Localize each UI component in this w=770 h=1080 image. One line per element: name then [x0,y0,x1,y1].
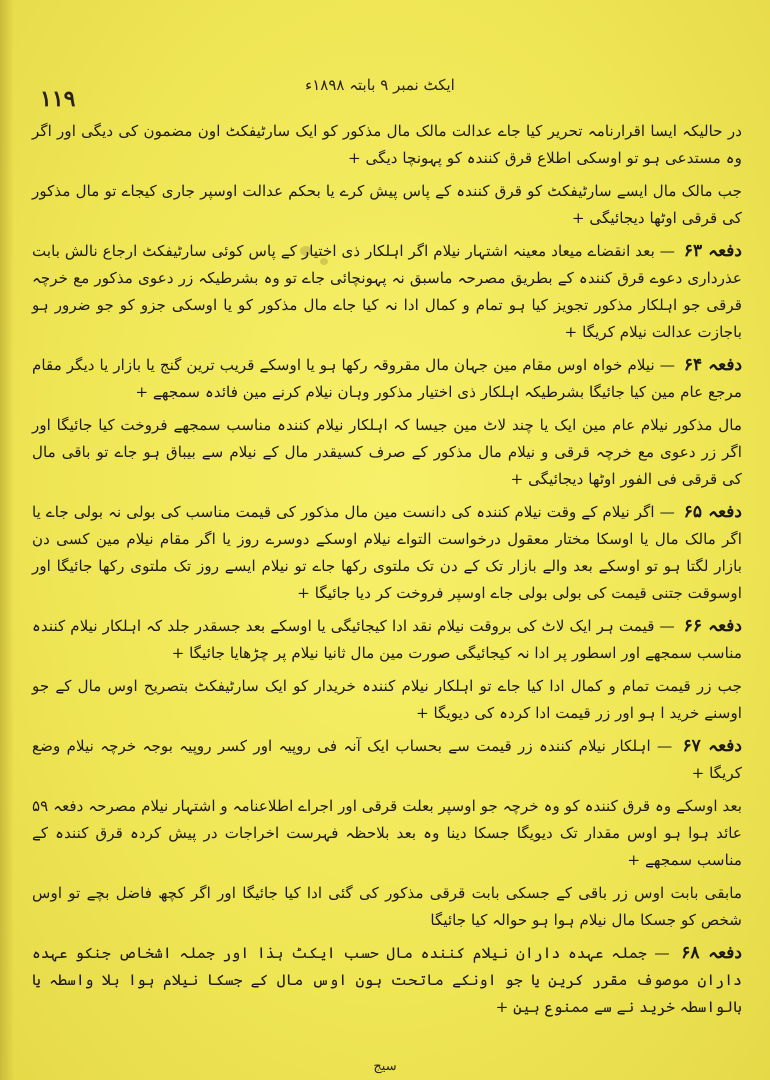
paragraph [32,178,742,232]
paragraph-text: در حالیکہ ایسا اقرارنامہ تحریر کیا جاے عدالت مالک مال مذکور کو ایک سارٹیفکٹ اون مضمون کی دیگی اور اگر وہ مستدعی ہو تو اوسکی اطلاع قرق کنندہ کو پہونچا دیگی + [32,122,742,167]
paragraph [32,118,742,172]
paragraph-text: مال مذکور نیلام عام مین ایک یا چند لاٹ مین جیسا کہ اہلکار نیلام کنندہ مناسب سمجھے فروخت کیا جائیگا اور اگر زر دعوی مع خرچہ قرقی و نیلام مال مذکور کے صرف کسیقدر مال کے نیلام سے بیباق ہو جاے تو باقی مال کی قرقی فی الفور اوٹھا دیجائیگی + [32,416,742,488]
running-head: ایکٹ نمبر ۹ بابتہ ۱۸۹۸ء [305,76,455,94]
paragraph-text: قیمت ہر ایک لاٹ کی بروقت نیلام نقد ادا کیجائیگی یا اوسکے بعد جسقدر جلد کہ اہلکار نیلام کنندہ مناسب سمجھے اور اسطور پر ادا نہ کیجائیگی صورت مین مال ثانیا نیلام پر چڑھایا جائیگا + [32,617,742,662]
section-paragraph: دفعہ ۶۵ — اگر نیلام کے وقت نیلام کنندہ کی دانست مین مال مذکور کی قیمت مناسب کی بولی نہ بولی جاے یا اگر مالک مال یا اوسکا مختار معقول درخواست التواے نیلام اوسکے دوسرے روز یا اگر مقام نیلام مین کسی دن بازار لگتا ہو تو اوسکے بعد والے بازار تک کے دن تک ملتوی رکھا جاے تو نیلام ایسے روز تک ملتوی رکھا جائیگا اور اوسوقت جتنی قیمت کی بولی بولی جاے اوسپر فروخت کر دیا جائیگا + [32,502,743,602]
paragraph-text: جب مالک مال ایسے سارٹیفکٹ کو قرق کنندہ کے پاس پیش کرے یا بحکم عدالت اوسپر جاری کیجاے تو مال مذکور کی قرقی اوٹھا دیجائیگی + [32,182,742,227]
paragraph [32,412,742,493]
paragraph [32,880,742,934]
section-label: دفعہ ۶۵ [683,502,743,522]
paragraph-text: جملہ عہدہ داران نیلام کنندہ مال حسب ایکٹ ہذا اور جملہ اشخاص جنکو عہدہ داران موصوف مقرر کرین یا جو اونکے ماتحت ہون اوس مال کے جسکا نیلام ہوا بلا واسطہ یا بالواسطہ خرید نے سے ممنوع ہین + [32,944,742,1016]
section-label: دفعہ ۶۷ [682,736,743,756]
section-paragraph: دفعہ ۶۸ — جملہ عہدہ داران نیلام کنندہ مال حسب ایکٹ ہذا اور جملہ اشخاص جنکو عہدہ داران موصوف مقرر کرین یا جو اونکے ماتحت ہون اوس مال کے جسکا نیلام ہوا بلا واسطہ یا بالواسطہ خرید نے سے ممنوع ہین + [32,943,742,1016]
paragraph [32,793,742,874]
paragraph-text: اہلکار نیلام کنندہ زر قیمت سے بحساب ایک آنہ فی روپیہ اور کسر روپیہ بوجہ خرچہ نیلام وضع کریگا + [32,737,742,782]
section-label: دفعہ ۶۳ [683,241,742,261]
section-label: دفعہ ۶۴ [683,355,743,375]
section-paragraph: دفعہ ۶۴ — نیلام خواہ اوس مقام مین جہان مال مقروقہ رکھا ہو یا اوسکے قریب ترین گنج یا بازار یا دیگر مقام مرجع عام مین کیا جائیگا بشرطیکہ اہلکار ذی اختیار مذکور وہان نیلام کرنے مین فائدہ سمجھے + [32,355,743,401]
paragraph-text: جب زر قیمت تمام و کمال ادا کیا جاے تو اہلکار نیلام کنندہ خریدار کو ایک سارٹیفکٹ بتصریح اوس مال کے جو اوسنے خرید ا ہو اور زر قیمت ادا کردہ کی دیویگا + [32,677,742,722]
paragraph-text: مابقی بابت اوس زر باقی کے جسکی بابت قرقی مذکور کی گئی ادا کیا جائیگا اور اگر کچھ فاضل بچے تو اوس شخص کو جسکا مال نیلام ہوا ہو حوالہ کیا جائیگا [32,884,742,929]
paragraph-text: نیلام خواہ اوس مقام مین جہان مال مقروقہ رکھا ہو یا اوسکے قریب ترین گنج یا بازار یا دیگر مقام مرجع عام مین کیا جائیگا بشرطیکہ اہلکار ذی اختیار مذکور وہان نیلام کرنے مین فائدہ سمجھے + [32,356,742,401]
section-paragraph: دفعہ ۶۷ — اہلکار نیلام کنندہ زر قیمت سے بحساب ایک آنہ فی روپیہ اور کسر روپیہ بوجہ خرچہ نیلام وضع کریگا + [32,736,743,782]
paragraph-text: بعد اوسکے وہ قرق کنندہ کو وہ خرچہ جو اوسپر بعلت قرقی اور اجراے اطلاعنامہ و اشتہار نیلام مصرحہ دفعہ ۵۹ عائد ہوا ہو اوس مقدار تک دیویگا جسکا دینا وہ بعد بلاحظہ فہرست اخراجات در پیش کردہ قرق کنندہ کے مناسب سمجھے + [32,797,742,869]
paragraph-text: بعد انقضاے میعاد معینہ اشتہار نیلام اگر اہلکار ذی اختیار کے پاس کوئی سارٹیفکٹ ارجاع نالش بابت عذرداری دعوے قرق کنندہ کے بطریق مصرحہ ماسبق نہ پہونچائی جاے تو وہ بشرطیکہ زر دعوی مذکور مع خرچہ قرقی جو اہلکار مذکور تجویز کیا ہو تمام و کمال ادا نہ کیا جاے مال مذکور کو یا اوسکی جزو کو جو ضرور ہو باجازت عدالت نیلام کریگا + [32,242,742,341]
binding-shadow [0,0,14,1080]
page-body [32,118,742,1027]
section-paragraph: دفعہ ۶۳ — بعد انقضاے میعاد معینہ اشتہار نیلام اگر اہلکار ذی اختیار کے پاس کوئی سارٹیفکٹ ارجاع نالش بابت عذرداری دعوے قرق کنندہ کے بطریق مصرحہ ماسبق نہ پہونچائی جاے تو وہ بشرطیکہ زر دعوی مذکور مع خرچہ قرقی جو اہلکار مذکور تجویز کیا ہو تمام و کمال ادا نہ کیا جاے مال مذکور کو یا اوسکی جزو کو جو ضرور ہو باجازت عدالت نیلام کریگا + [32,241,742,341]
section-label: دفعہ ۶۶ [683,616,743,636]
catchword: سیج [373,1059,397,1074]
section-label: دفعہ ۶۸ [681,943,742,963]
paragraph-text: اگر نیلام کے وقت نیلام کنندہ کی دانست مین مال مذکور کی قیمت مناسب کی بولی نہ بولی جاے یا اگر مالک مال یا اوسکا مختار معقول درخواست التواے نیلام اوسکے دوسرے روز یا اگر مقام نیلام مین کسی دن بازار لگتا ہو تو اوسکے بعد والے بازار تک کے دن تک ملتوی رکھا جاے تو نیلام ایسے روز تک ملتوی رکھا جائیگا اور اوسوقت جتنی قیمت کی بولی بولی جاے اوسپر فروخت کر دیا جائیگا + [32,503,742,602]
page-number: ۱۱۹ [40,86,76,112]
paragraph [32,673,742,727]
page-header [0,68,770,112]
section-paragraph: دفعہ ۶۶ — قیمت ہر ایک لاٹ کی بروقت نیلام نقد ادا کیجائیگی یا اوسکے بعد جسقدر جلد کہ اہلکار نیلام کنندہ مناسب سمجھے اور اسطور پر ادا نہ کیجائیگی صورت مین مال ثانیا نیلام پر چڑھایا جائیگا + [32,616,743,662]
